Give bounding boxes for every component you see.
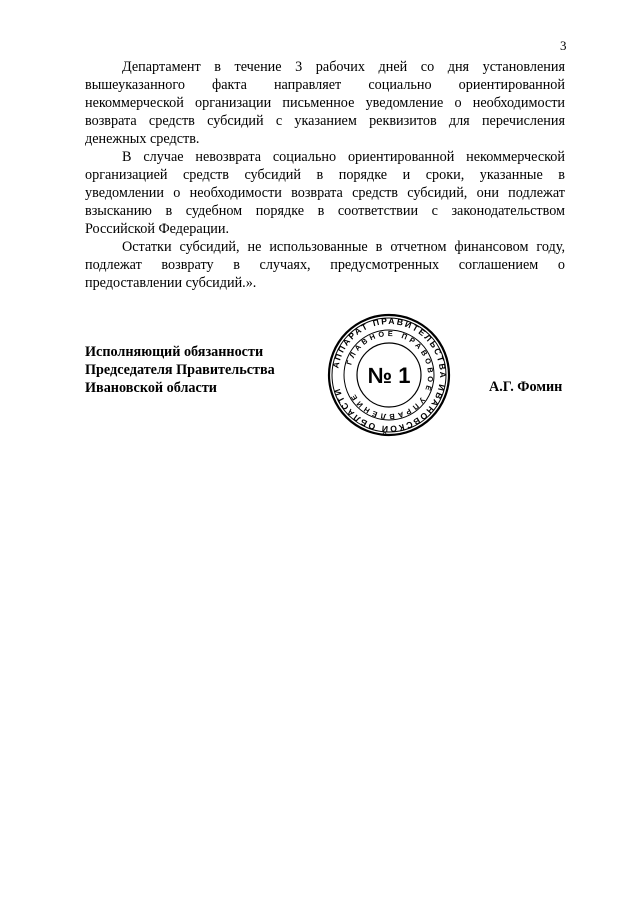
text-line: денежных средств. xyxy=(85,131,200,147)
paragraph-remaining-subsidies xyxy=(85,238,565,292)
signatory-position-line: Исполняющий обязанности xyxy=(85,344,264,360)
signatory-position-line: Председателя Правительства xyxy=(85,362,275,378)
stamp-outer-text: АППАРАТ ПРАВИТЕЛЬСТВА ИВАНОВСКОЙ ОБЛАСТИ xyxy=(330,315,449,435)
text-line: Департамент в течение 3 рабочих дней со дня установления xyxy=(122,59,565,75)
signatory-name: А.Г. Фомин xyxy=(489,379,563,395)
signatory-position-line: Ивановской области xyxy=(85,380,217,396)
text-line: взысканию в судебном порядке в соответствии с законодательством xyxy=(85,203,565,219)
text-line: возврата средств субсидий с указанием реквизитов для перечисления xyxy=(85,113,565,129)
text-line: подлежат возврату в случаях, предусмотренных соглашением о xyxy=(85,257,565,273)
paragraph-non-return xyxy=(85,148,565,238)
text-line: В случае невозврата социально ориентированной некоммерческой xyxy=(122,149,565,165)
page-number: 3 xyxy=(560,38,567,53)
text-line: некоммерческой организации письменное уведомление о необходимости xyxy=(85,95,565,111)
text-line: Российской Федерации. xyxy=(85,221,230,237)
signatory-position xyxy=(85,343,275,397)
text-line: Остатки субсидий, не использованные в отчетном финансовом году, xyxy=(122,239,565,255)
stamp-number: № 1 xyxy=(367,363,411,388)
text-line: вышеуказанного факта направляет социально ориентированной xyxy=(85,77,565,93)
document-body xyxy=(85,58,565,292)
stamp-inner-text: ГЛАВНОЕ ПРАВОВОЕ УПРАВЛЕНИЕ xyxy=(344,328,436,422)
text-line: уведомлении о необходимости возврата средств субсидий, они подлежат xyxy=(85,185,565,201)
text-line: организацией средств субсидий в порядке и сроки, указанные в xyxy=(85,167,565,183)
official-stamp xyxy=(327,313,451,437)
paragraph-notification xyxy=(85,58,565,148)
text-line: предоставлении субсидий.». xyxy=(85,275,257,291)
